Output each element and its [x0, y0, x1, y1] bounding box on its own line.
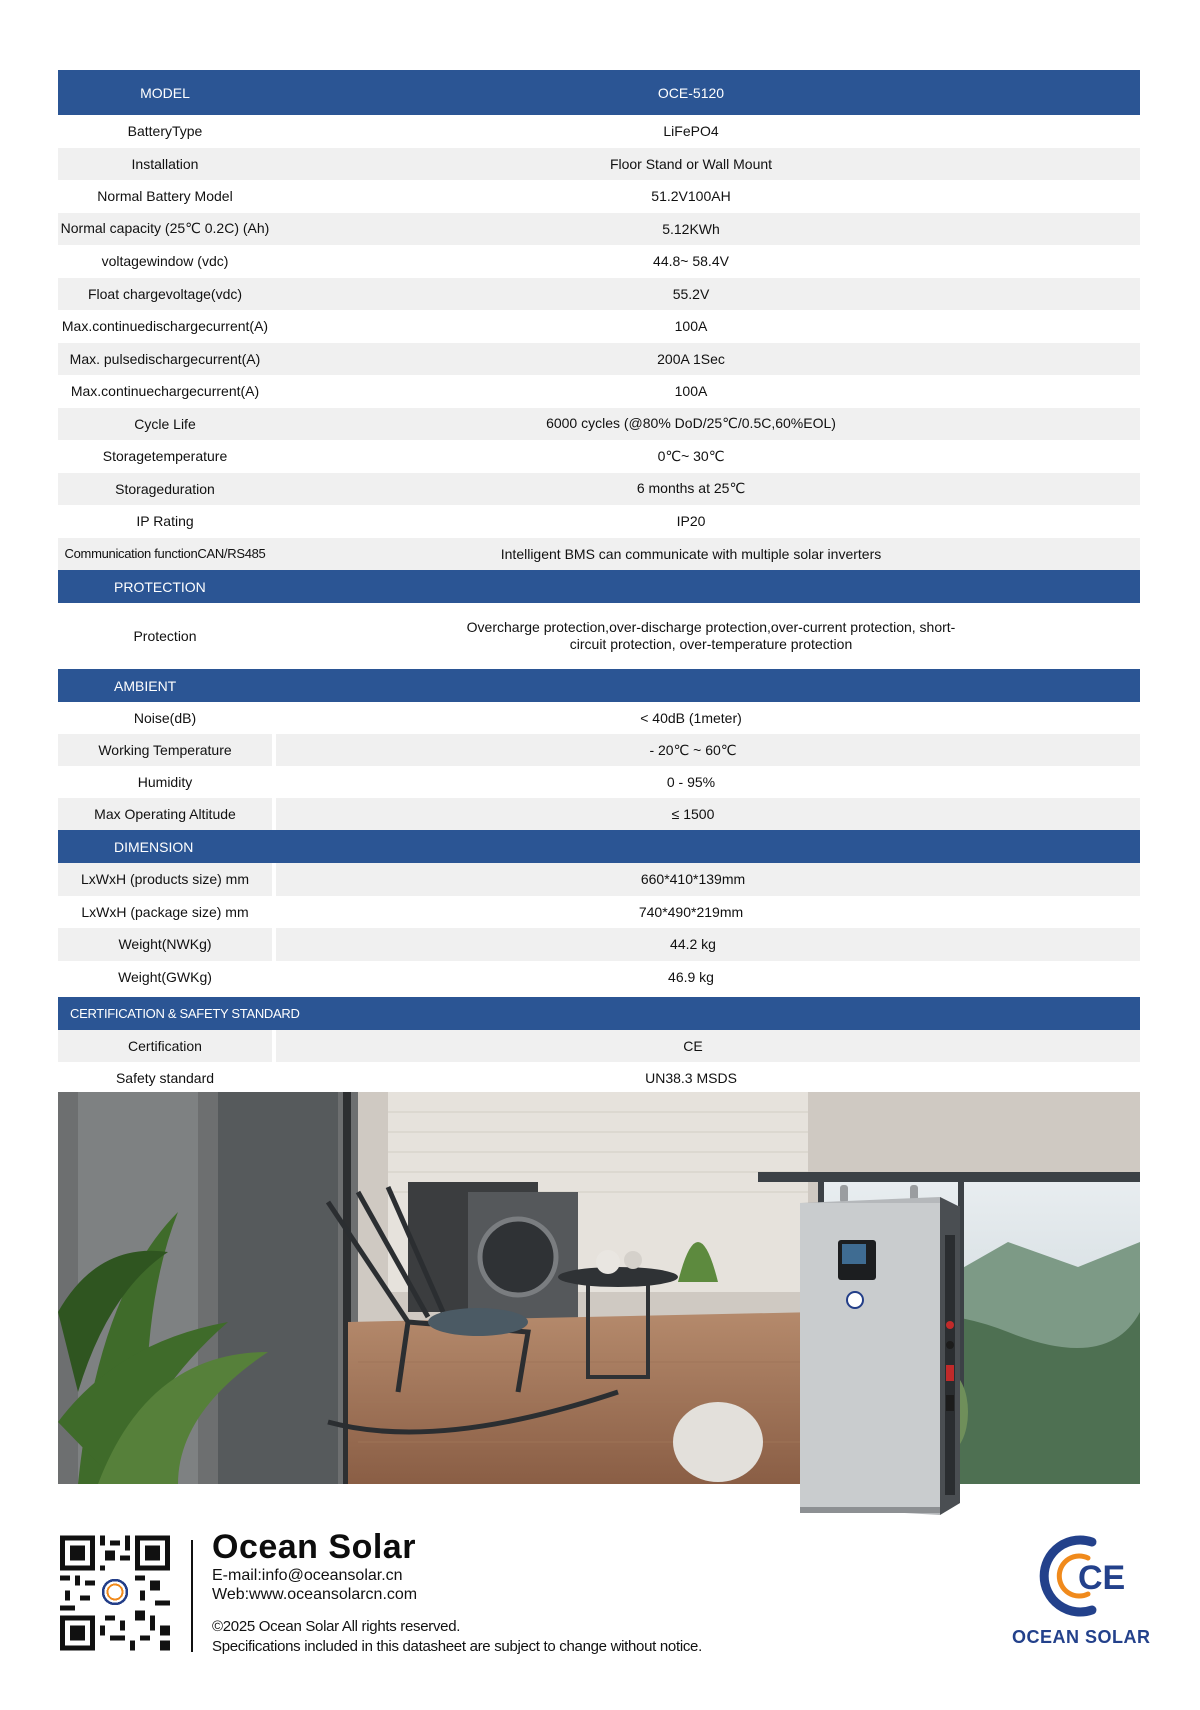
dimension-value: 660*410*139mm — [276, 863, 1140, 896]
certification-row — [58, 1030, 1140, 1062]
ambient-value: ≤ 1500 — [276, 798, 1140, 830]
model-label: MODEL — [140, 84, 190, 101]
ambient-value: - 20℃ ~ 60℃ — [276, 734, 1140, 766]
battery-product-image — [800, 1185, 972, 1525]
certification-value: UN38.3 MSDS — [645, 1070, 737, 1086]
model-value: OCE-5120 — [657, 84, 725, 101]
spec-value: 5.12KWh — [662, 220, 720, 237]
dimension-row — [58, 863, 1140, 896]
spec-value: Floor Stand or Wall Mount — [609, 155, 773, 172]
spec-row — [58, 505, 1140, 538]
spec-key: Normal Battery Model — [97, 188, 233, 205]
dimension-header — [58, 830, 1140, 863]
brand-name: Ocean Solar — [212, 1528, 416, 1566]
spec-key: voltagewindow (vdc) — [101, 253, 229, 270]
spec-key: Max. pulsedischargecurrent(A) — [69, 350, 261, 367]
spec-value: 44.8~ 58.4V — [653, 253, 729, 270]
spec-row — [58, 408, 1140, 441]
spec-row — [58, 375, 1140, 408]
ambient-row — [58, 702, 1140, 734]
spec-row — [58, 343, 1140, 376]
ambient-row — [58, 766, 1140, 798]
spec-row — [58, 148, 1140, 181]
spec-key: BatteryType — [127, 123, 203, 140]
contact-email: E-mail:info@oceansolar.cn — [212, 1567, 403, 1584]
spec-key: Float chargevoltage(vdc) — [87, 285, 243, 302]
spec-key: Installation — [131, 155, 199, 172]
product-scene-image — [58, 1092, 1140, 1484]
spec-row — [58, 473, 1140, 506]
spec-key: IP Rating — [136, 513, 194, 530]
spec-value: 100A — [674, 318, 708, 335]
ambient-key: Max Operating Altitude — [58, 798, 272, 830]
dimension-key: Weight(GWKg) — [118, 968, 212, 985]
ambient-key: Noise(dB) — [133, 710, 197, 726]
spec-key: Max.continuechargecurrent(A) — [70, 383, 260, 400]
spec-row — [58, 213, 1140, 246]
dimension-value: 44.2 kg — [276, 928, 1140, 961]
footer-divider — [191, 1540, 193, 1652]
ocean-solar-logo-icon — [1030, 1530, 1130, 1620]
dimension-section-label: DIMENSION — [114, 838, 194, 855]
dimension-row — [58, 928, 1140, 961]
spec-row — [58, 538, 1140, 571]
spec-row — [58, 278, 1140, 311]
spec-key: Communication functionCAN/RS485 — [64, 546, 266, 562]
dimension-key: Weight(NWKg) — [58, 928, 272, 961]
ambient-header — [58, 669, 1140, 702]
spec-row — [58, 245, 1140, 278]
spec-value: 6000 cycles (@80% DoD/25℃/0.5C,60%EOL) — [546, 415, 836, 432]
spec-key: Storageduration — [115, 480, 215, 497]
spec-value: 6 months at 25℃ — [636, 480, 746, 497]
dimension-key: LxWxH (products size) mm — [58, 863, 272, 896]
spec-row — [58, 180, 1140, 213]
certification-header — [58, 997, 1140, 1030]
logo-text: OCEAN SOLAR — [1012, 1627, 1151, 1647]
spec-key: Max.continuedischargecurrent(A) — [61, 318, 269, 335]
ambient-value: 0 - 95% — [666, 774, 716, 790]
spec-key: Storagetemperature — [102, 448, 228, 465]
spec-value: IP20 — [676, 513, 706, 530]
spec-row — [58, 310, 1140, 343]
dimension-value: 740*490*219mm — [638, 903, 744, 920]
spec-value: 100A — [674, 383, 708, 400]
protection-row — [58, 603, 1140, 669]
ambient-value: < 40dB (1meter) — [640, 710, 742, 726]
spec-key: Normal capacity (25℃ 0.2C) (Ah) — [60, 220, 270, 237]
disclaimer-text: Specifications included in this datasheet are subject to change without notice. — [212, 1638, 702, 1655]
protection-header — [58, 570, 1140, 603]
dimension-row — [58, 896, 1140, 929]
certification-key: Safety standard — [115, 1070, 215, 1086]
spec-value: 200A 1Sec — [657, 350, 725, 367]
spec-value: LiFePO4 — [663, 123, 719, 140]
spec-value: 55.2V — [672, 285, 710, 302]
spec-value: 0℃~ 30℃ — [657, 447, 725, 464]
protection-value: Overcharge protection,over-discharge protection,over-current protection, short-circuit protection, over-temperature protection — [466, 619, 956, 652]
spec-key: Cycle Life — [134, 415, 196, 432]
certification-key: Certification — [58, 1030, 272, 1062]
certification-value: CE — [276, 1030, 1140, 1062]
protection-section-label: PROTECTION — [114, 578, 206, 595]
dimension-value: 46.9 kg — [668, 968, 714, 985]
protection-key: Protection — [133, 628, 197, 644]
certification-section-label: CERTIFICATION & SAFETY STANDARD — [70, 1006, 300, 1021]
spec-sheet — [58, 70, 1140, 1094]
spec-value: Intelligent BMS can communicate with multiple solar inverters — [500, 545, 882, 562]
spec-row — [58, 115, 1140, 148]
model-header — [58, 70, 1140, 115]
logo-mark: CE — [1078, 1559, 1126, 1597]
copyright-text: ©2025 Ocean Solar All rights reserved. — [212, 1618, 461, 1635]
ambient-row — [58, 798, 1140, 830]
ambient-key: Humidity — [137, 774, 193, 790]
contact-web: Web:www.oceansolarcn.com — [212, 1586, 418, 1603]
spec-row — [58, 440, 1140, 473]
spec-value: 51.2V100AH — [651, 188, 731, 205]
ambient-section-label: AMBIENT — [114, 677, 177, 694]
dimension-row — [58, 961, 1140, 994]
ambient-key: Working Temperature — [58, 734, 272, 766]
qr-code-icon — [60, 1535, 170, 1651]
ambient-row — [58, 734, 1140, 766]
dimension-key: LxWxH (package size) mm — [81, 903, 249, 920]
certification-row — [58, 1062, 1140, 1094]
